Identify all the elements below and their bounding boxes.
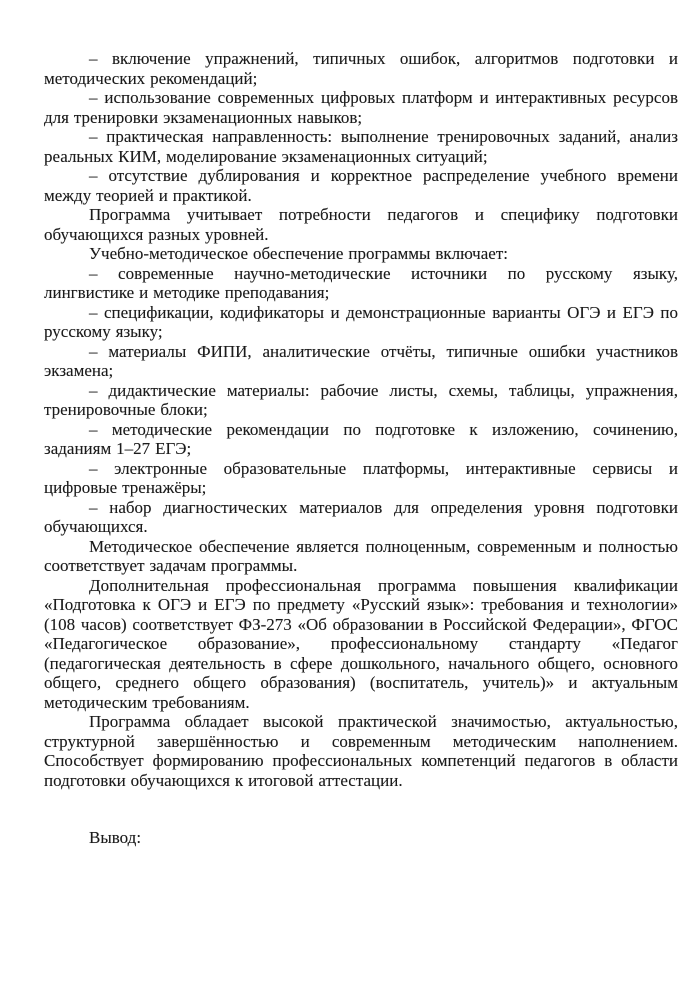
bullet-paragraph: – практическая направленность: выполнение тренировочных заданий, анализ реальных КИМ, моделирование экзаменационных ситуаций; — [44, 127, 678, 166]
bullet-paragraph: – современные научно-методические источники по русскому языку, лингвистике и методике преподавания; — [44, 263, 678, 302]
document-body — [44, 49, 678, 848]
body-paragraph: Методическое обеспечение является полноценным, современным и полностью соответствует задачам программы. — [44, 536, 678, 575]
body-paragraph: Учебно-методическое обеспечение программы включает: — [89, 244, 508, 263]
bullet-paragraph: – электронные образовательные платформы, интерактивные сервисы и цифровые тренажёры; — [44, 458, 678, 497]
bullet-paragraph: – набор диагностических материалов для определения уровня подготовки обучающихся. — [44, 497, 678, 536]
body-paragraph: Программа учитывает потребности педагогов и специфику подготовки обучающихся разных уровней. — [44, 205, 678, 244]
conclusion-label: Вывод: — [89, 828, 142, 847]
bullet-paragraph: – спецификации, кодификаторы и демонстрационные варианты ОГЭ и ЕГЭ по русскому языку; — [44, 302, 678, 341]
bullet-paragraph: – использование современных цифровых платформ и интерактивных ресурсов для тренировки экзаменационных навыков; — [44, 88, 678, 127]
bullet-paragraph: – включение упражнений, типичных ошибок, алгоритмов подготовки и методических рекомендаций; — [44, 49, 678, 88]
bullet-paragraph: – отсутствие дублирования и корректное распределение учебного времени между теорией и практикой. — [44, 166, 678, 205]
bullet-paragraph: – методические рекомендации по подготовке к изложению, сочинению, заданиям 1–27 ЕГЭ; — [44, 419, 678, 458]
body-paragraph: Дополнительная профессиональная программа повышения квалификации «Подготовка к ОГЭ и ЕГЭ по предмету «Русский язык»: требования и технологии» (108 часов) соответствует ФЗ-273 «Об образовании в Российской Федерации», ФГОС «Педагогическое образование», профессиональному стандарту «Педагог (педагогическая деятельность в сфере дошкольного, начального общего, основного общего, среднего общего образования) (воспитатель, учитель)» и актуальным методическим требованиям. — [44, 575, 678, 712]
bullet-paragraph: – дидактические материалы: рабочие листы, схемы, таблицы, упражнения, тренировочные блоки; — [44, 380, 678, 419]
body-paragraph: Программа обладает высокой практической значимостью, актуальностью, структурной завершённостью и современным методическим наполнением. Способствует формированию профессиональных компетенций педагогов в области подготовки обучающихся к итоговой аттестации. — [44, 712, 678, 790]
bullet-paragraph: – материалы ФИПИ, аналитические отчёты, типичные ошибки участников экзамена; — [44, 341, 678, 380]
